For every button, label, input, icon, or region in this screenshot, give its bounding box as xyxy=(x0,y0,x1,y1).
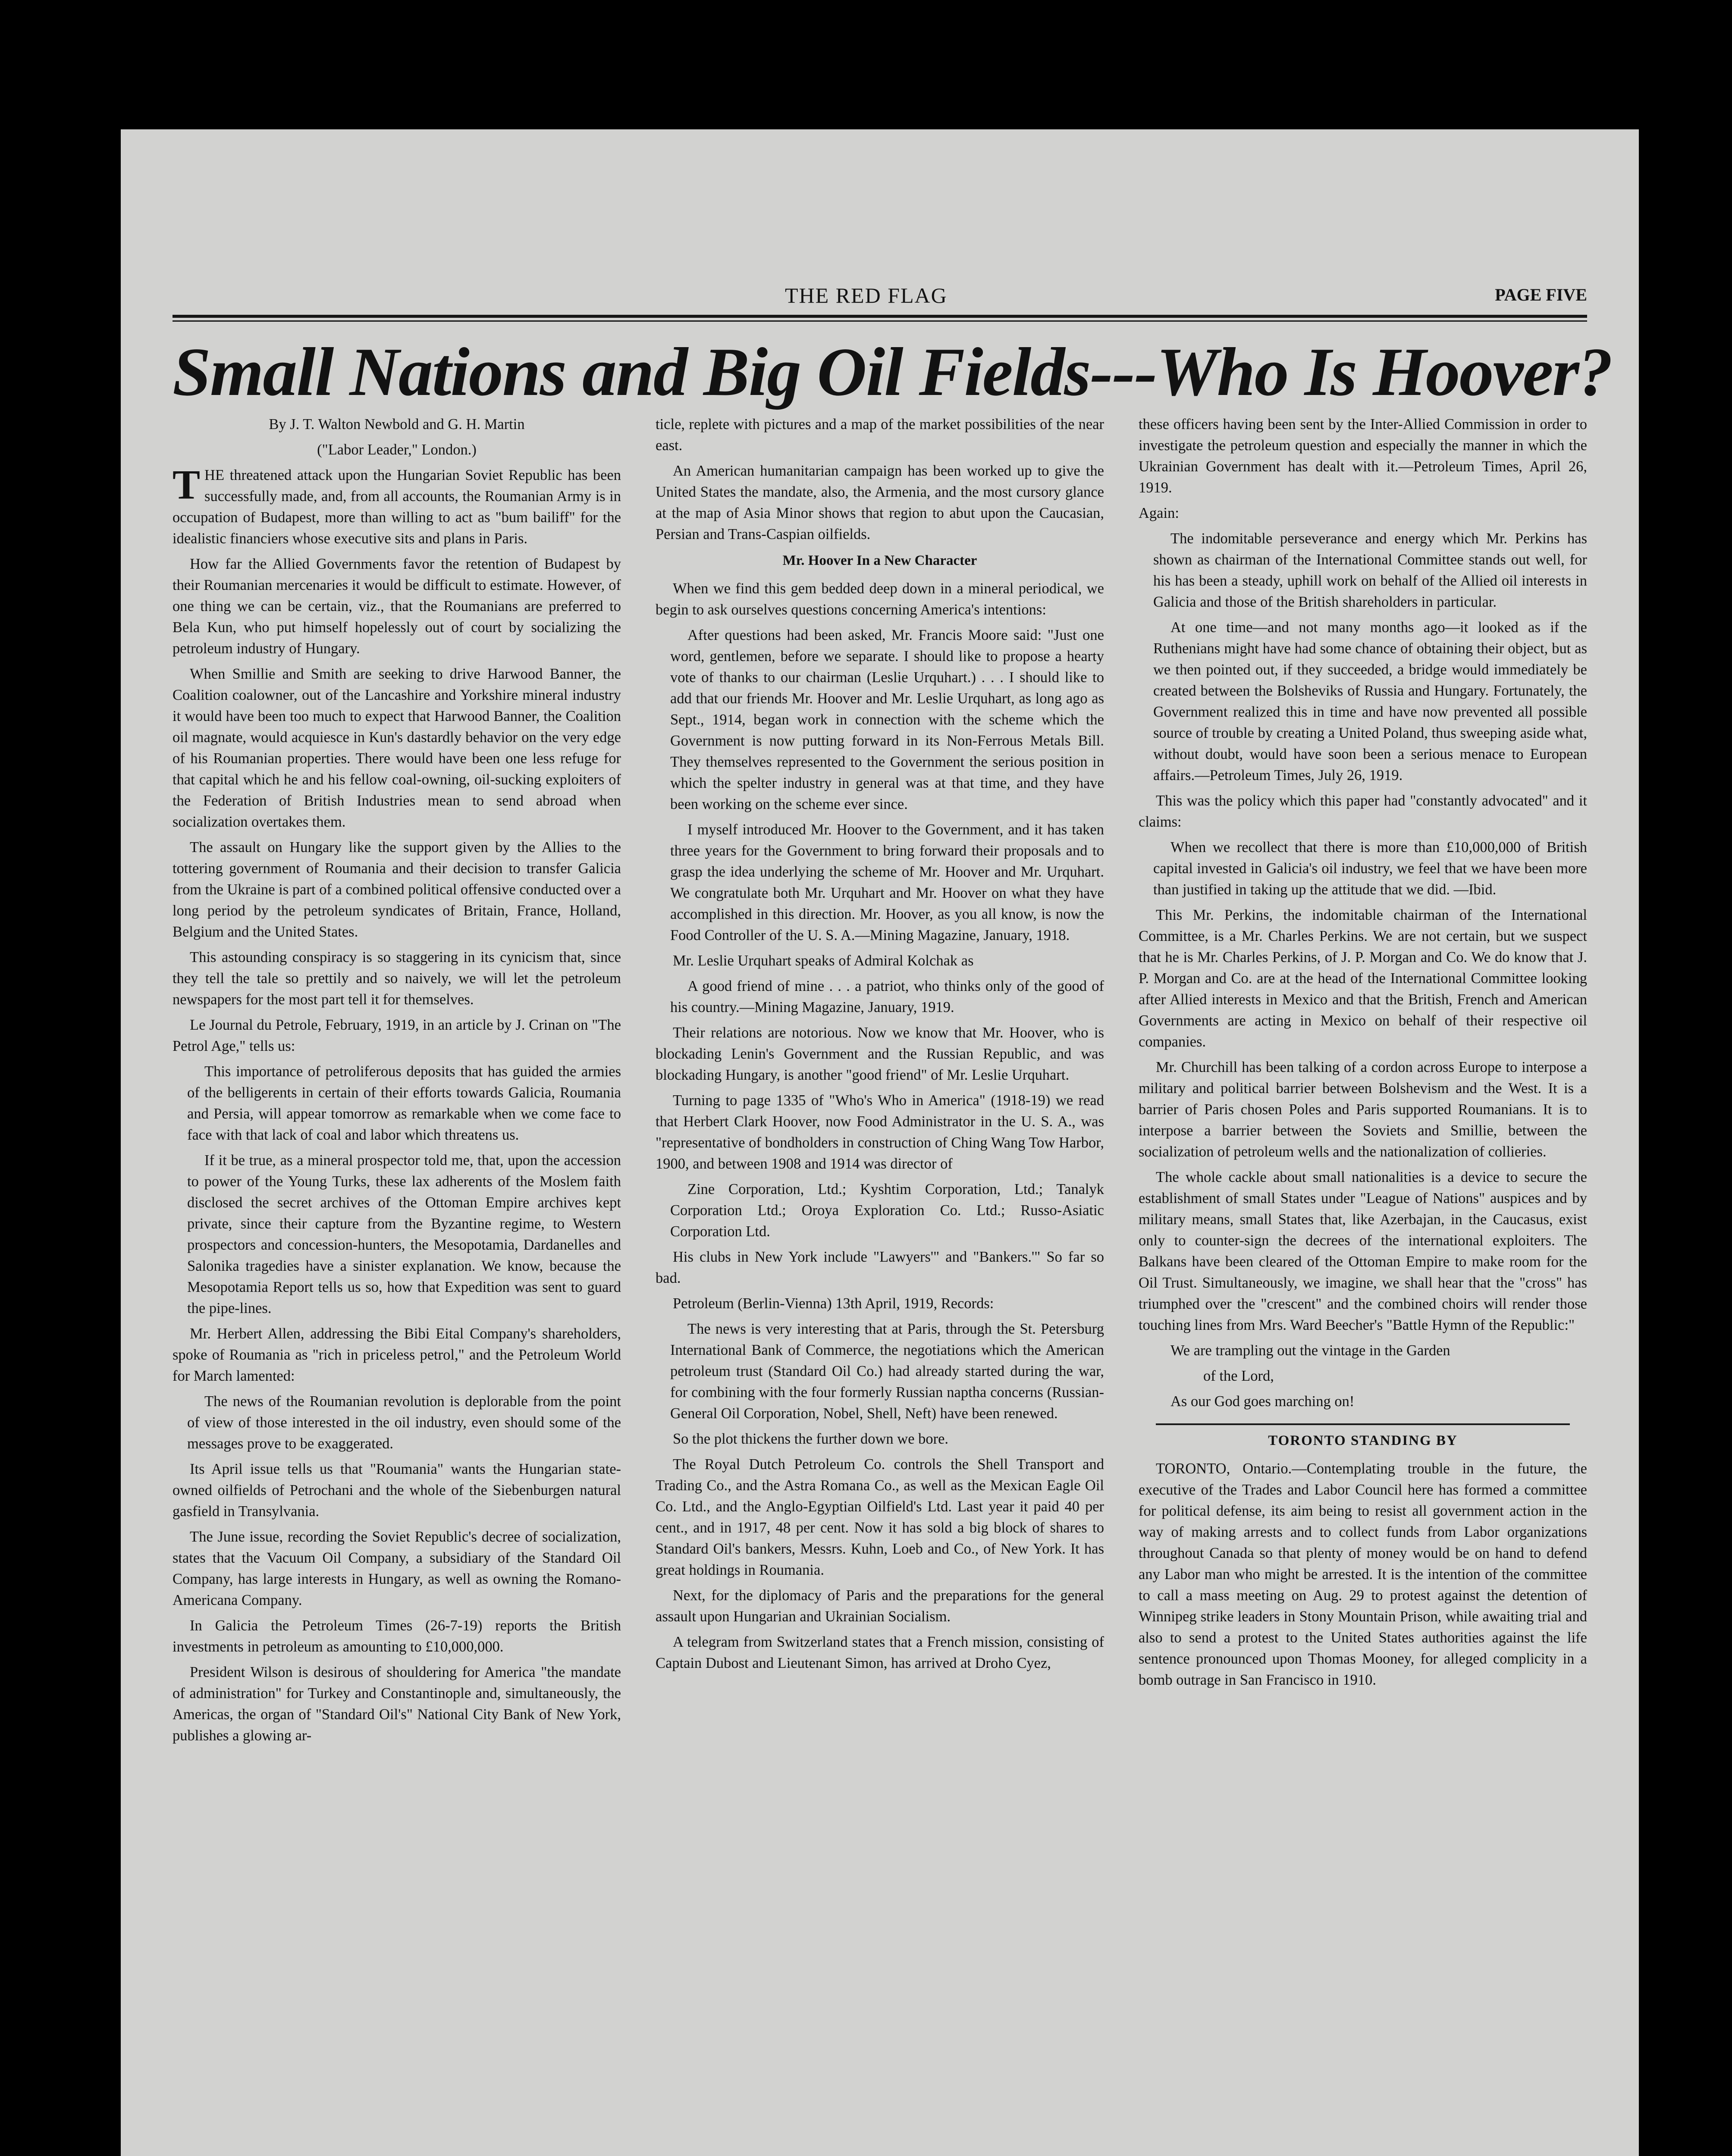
hymn-line: As our God goes marching on! xyxy=(1170,1393,1355,1410)
paragraph: Mr. Herbert Allen, addressing the Bibi Eital Company's shareholders, spoke of Roumania as "rich in priceless petrol," and the Petroleum World for March lamented: xyxy=(173,1326,621,1384)
paragraph: TORONTO, Ontario.—Contemplating trouble in the future, the executive of the Trades and Labor Council here has formed a committee for political defense, its aim being to resist all government action in the way of making arrests and to collect funds from Labor organizations throughout Canada so that plenty of money would be on hand to defend any Labor man who might be arrested. It is the intention of the committee to call a mass meeting on Aug. 29 to protest against the detention of Winnipeg strike leaders in Stony Mountain Prison, while awaiting trial and also to send a protest to the United States authorities against the life sentence pronounced upon Thomas Mooney, for alleged complicity in a bomb outrage in San Francisco in 1910. xyxy=(1139,1460,1587,1688)
quote: This importance of petroliferous deposits that has guided the armies of the belligerents in certain of their efforts towards Galicia, Roumania and Persia, will appear tomorrow as remarkable when we come face to face with that lack of coal and labor which threatens us. xyxy=(187,1063,621,1143)
paragraph: Petroleum (Berlin-Vienna) 13th April, 1919, Records: xyxy=(673,1295,994,1312)
quote: I myself introduced Mr. Hoover to the Government, and it has taken three years for the Government to bring forward their proposals and to grasp the idea underlying the scheme of Mr. Hoover and Mr. Urquhart. We congratulate both Mr. Urquhart and Mr. Hoover on what they have accomplished in this direction. Mr. Hoover, as you all know, is now the Food Controller of the U. S. A.—Mining Magazine, January, 1918. xyxy=(670,821,1104,943)
quote: At one time—and not many months ago—it looked as if the Ruthenians might have had some chance of obtaining their object, but as we then pointed out, if they succeeded, a bridge would immediately be created between the Bolsheviks of Russia and Hungary. Fortunately, the Government realized this in time and have now prevented all possible source of trouble by creating a United Poland, thus sweeping aside what, without doubt, would have soon been a serious menace to European affairs.—Petroleum Times, July 26, 1919. xyxy=(1153,619,1587,783)
quote: If it be true, as a mineral prospector told me, that, upon the accession to power of the Young Turks, these lax adherents of the Moslem faith disclosed the secret archives of the Ottoman Empire archives kept private, since their capture from the Byzantine regime, to Western prospectors and concession-hunters, the Mesopotamia, Dardanelles and Salonika tragedies have a sinister explanation. We know, because the Mesopotamia Report tells us so, how that Expedition was sent to guard the pipe-lines. xyxy=(187,1152,621,1316)
paragraph: His clubs in New York include "Lawyers'" and "Bankers.'" So far so bad. xyxy=(656,1249,1104,1286)
paragraph: An American humanitarian campaign has been worked up to give the United States the mandate, also, the Armenia, and the most cursory glance at the map of Asia Minor shows that region to abut upon the Caucasian, Persian and Trans-Caspian oilfields. xyxy=(656,463,1104,542)
paragraph: Next, for the diplomacy of Paris and the preparations for the general assault upon Hungarian and Ukrainian Socialism. xyxy=(656,1587,1104,1625)
paragraph: When we find this gem bedded deep down in a mineral periodical, we begin to ask ourselves questions concerning America's intentions: xyxy=(656,580,1104,618)
lead-paragraph xyxy=(173,461,621,549)
paragraph: The assault on Hungary like the support given by the Allies to the tottering government of Roumania and their decision to transfer Galicia from the Ukraine is part of a combined political offensive conducted over a long period by the petroleum syndicates of Britain, France, Holland, Belgium and the United States. xyxy=(173,839,621,940)
paragraph: Again: xyxy=(1139,505,1179,521)
paragraph: ticle, replete with pictures and a map of the market possibilities of the near east. xyxy=(656,416,1104,454)
paragraph: Their relations are notorious. Now we know that Mr. Hoover, who is blockading Lenin's Government and the Russian Republic, and was blockading Hungary, is another "good friend" of Mr. Leslie Urquhart. xyxy=(656,1025,1104,1083)
running-head xyxy=(173,283,1587,313)
quote: The indomitable perseverance and energy which Mr. Perkins has shown as chairman of the International Committee stands out well, for his has been a steady, uphill work on behalf of the Allied oil interests in Galicia and those of the British shareholders in particular. xyxy=(1153,530,1587,610)
head-rule-thin xyxy=(173,320,1587,322)
paper-name: THE RED FLAG xyxy=(785,283,948,307)
hymn-line: We are trampling out the vintage in the Garden xyxy=(1170,1342,1450,1359)
quote: After questions had been asked, Mr. Francis Moore said: "Just one word, gentlemen, before we separate. I should like to propose a hearty vote of thanks to our chairman (Leslie Urquhart.) . . . I should like to add that our friends Mr. Hoover and Mr. Leslie Urquhart, as long ago as Sept., 1914, began work in connection with the scheme which the Government is now putting forward in its Non-Ferrous Metals Bill. They themselves represented to the Government the serious position in which the spelter industry in general was at that time, and they have been working on the scheme ever since. xyxy=(670,627,1104,812)
quote: When we recollect that there is more than £10,000,000 of British capital invested in Galicia's oil industry, we feel that we have been more than justified in taking up the attitude that we did. —Ibid. xyxy=(1153,839,1587,898)
paragraph: A telegram from Switzerland states that a French mission, consisting of Captain Dubost and Lieutenant Simon, has arrived at Droho Cyez, xyxy=(656,1634,1104,1671)
paragraph: Mr. Leslie Urquhart speaks of Admiral Kolchak as xyxy=(673,953,974,969)
newspaper-page xyxy=(121,129,1639,2156)
source-credit: ("Labor Leader," London.) xyxy=(317,442,477,458)
paragraph: Mr. Churchill has been talking of a cordon across Europe to interpose a military and political barrier between Bolshevism and the West. It is a barrier of Paris chosen Poles and Paris supported Roumanians. It is to interpose a barrier between the Soviets and Smillie, between the socialization of petroleum wells and the nationalization of collieries. xyxy=(1139,1059,1587,1160)
paragraph: Its April issue tells us that "Roumania" wants the Hungarian state-owned oilfields of Petrochani and the whole of the Siebenburgen natural gasfield in Transylvania. xyxy=(173,1461,621,1520)
paragraph: When Smillie and Smith are seeking to drive Harwood Banner, the Coalition coalowner, out of the Lancashire and Yorkshire mineral industry it would have been too much to expect that Harwood Banner, the Coalition oil magnate, would acquiesce in Kun's dastardly behavior on the very edge of his Roumanian properties. There would have been one less refuge for that capital which he and his fellow coal-owning, oil-sucking exploiters of the Federation of British Industries mean to send abroad when socialization overtakes them. xyxy=(173,666,621,830)
subheading: TORONTO STANDING BY xyxy=(1268,1433,1458,1448)
paragraph: This Mr. Perkins, the indomitable chairman of the International Committee, is a Mr. Charles Perkins. We are not certain, but we suspect that he is Mr. Charles Perkins, of J. P. Morgan and Co. We do know that J. P. Morgan and Co. are at the head of the International Committee looking after Allied interests in Mexico and that the British, French and American Governments are acting in Mexico on behalf of their respective oil companies. xyxy=(1139,907,1587,1050)
paragraph: Turning to page 1335 of "Who's Who in America" (1918-19) we read that Herbert Clark Hoover, now Food Administrator in the U. S. A., was "representative of bondholders in construction of Ching Wang Tow Harbor, 1900, and between 1908 and 1914 was director of xyxy=(656,1092,1104,1172)
paragraph: How far the Allied Governments favor the retention of Budapest by their Roumanian mercenaries it would be difficult to estimate. However, of one thing we can be certain, viz., that the Roumanians are preferred to Bela Kun, who put himself hopelessly out of court by socializing the petroleum industry of Hungary. xyxy=(173,556,621,657)
drop-cap: T xyxy=(173,461,201,508)
paragraph: The Royal Dutch Petroleum Co. controls the Shell Transport and Trading Co., and the Astra Romana Co., as well as the Mexican Eagle Oil Co. Ltd., and the Anglo-Egyptian Oilfield's Ltd. Last year it paid 40 per cent., and in 1917, 48 per cent. Now it has sold a big block of shares to Standard Oil's bankers, Messrs. Kuhn, Loeb and Co., of New York. It has great holdings in Roumania. xyxy=(656,1456,1104,1578)
quote: The news of the Roumanian revolution is deplorable from the point of view of those interested in the oil industry, even should some of the messages prove to be exaggerated. xyxy=(187,1393,621,1452)
paragraph: In Galicia the Petroleum Times (26-7-19) reports the British investments in petroleum as amounting to £10,000,000. xyxy=(173,1617,621,1655)
paragraph: The whole cackle about small nationalities is a device to secure the establishment of small States under "League of Nations" auspices and by military means, small States that, like Azerbajan, in the Caucasus, exist only to counter-sign the decrees of the international exploiters. The Balkans have been cleared of the Ottoman Empire to make room for the Oil Trust. Simultaneously, we imagine, we shall hear that the "cross" has triumphed over the "crescent" and the combined choirs will render those touching lines from Mrs. Ward Beecher's "Battle Hymn of the Republic:" xyxy=(1139,1169,1587,1333)
headline: Small Nations and Big Oil Fields---Who Is Hoover? xyxy=(173,333,1612,410)
paragraph: President Wilson is desirous of shouldering for America "the mandate of administration" for Turkey and Constantinople and, simultaneously, the Americas, the organ of "Standard Oil's" National City Bank of New York, publishes a glowing ar- xyxy=(173,1664,621,1744)
quote: The news is very interesting that at Paris, through the St. Petersburg International Bank of Commerce, the negotiations which the American petroleum trust (Standard Oil Co.) had already started during the war, for combining with the four formerly Russian naptha concerns (Russian-General Oil Corporation, Nobel, Shell, Neft) have been renewed. xyxy=(670,1321,1104,1422)
column-3 xyxy=(1139,414,1587,1695)
paragraph: So the plot thickens the further down we bore. xyxy=(673,1431,949,1447)
lead-text: HE threatened attack upon the Hungarian Soviet Republic has been successfully made, and, from all accounts, the Roumanian Army is in occupation of Budapest, more than willing to act as "bum bailiff" for the idealistic financiers whose executive sits and plans in Paris. xyxy=(173,467,621,547)
paragraph: Le Journal du Petrole, February, 1919, in an article by J. Crinan on "The Petrol Age," tells us: xyxy=(173,1017,621,1054)
head-rule-thick xyxy=(173,315,1587,318)
byline: By J. T. Walton Newbold and G. H. Martin xyxy=(269,416,525,432)
subheading: Mr. Hoover In a New Character xyxy=(782,553,977,568)
paragraph: This astounding conspiracy is so staggering in its cynicism that, since they tell the tale so prettily and so naively, we will let the petroleum newspapers for the most part tell it for themselves. xyxy=(173,949,621,1008)
column-1 xyxy=(173,414,621,1751)
paragraph: The June issue, recording the Soviet Republic's decree of socialization, states that the Vacuum Oil Company, a subsidiary of the Standard Oil Company, has large interests in Hungary, as well as owning the Romano-Americana Company. xyxy=(173,1529,621,1608)
quote: Zine Corporation, Ltd.; Kyshtim Corporation, Ltd.; Tanalyk Corporation Ltd.; Oroya Exploration Co. Ltd.; Russo-Asiatic Corporation Ltd. xyxy=(670,1181,1104,1240)
page-number: PAGE FIVE xyxy=(1495,285,1587,304)
hymn-line: of the Lord, xyxy=(1203,1368,1274,1384)
section-rule xyxy=(1156,1423,1570,1425)
paragraph: This was the policy which this paper had "constantly advocated" and it claims: xyxy=(1139,793,1587,830)
column-2 xyxy=(656,414,1104,1678)
quote: A good friend of mine . . . a patriot, who thinks only of the good of his country.—Mining Magazine, January, 1919. xyxy=(670,978,1104,1015)
paragraph: these officers having been sent by the Inter-Allied Commission in order to investigate the petroleum question and especially the manner in which the Ukrainian Government has dealt with it.—Petroleum Times, April 26, 1919. xyxy=(1139,416,1587,496)
